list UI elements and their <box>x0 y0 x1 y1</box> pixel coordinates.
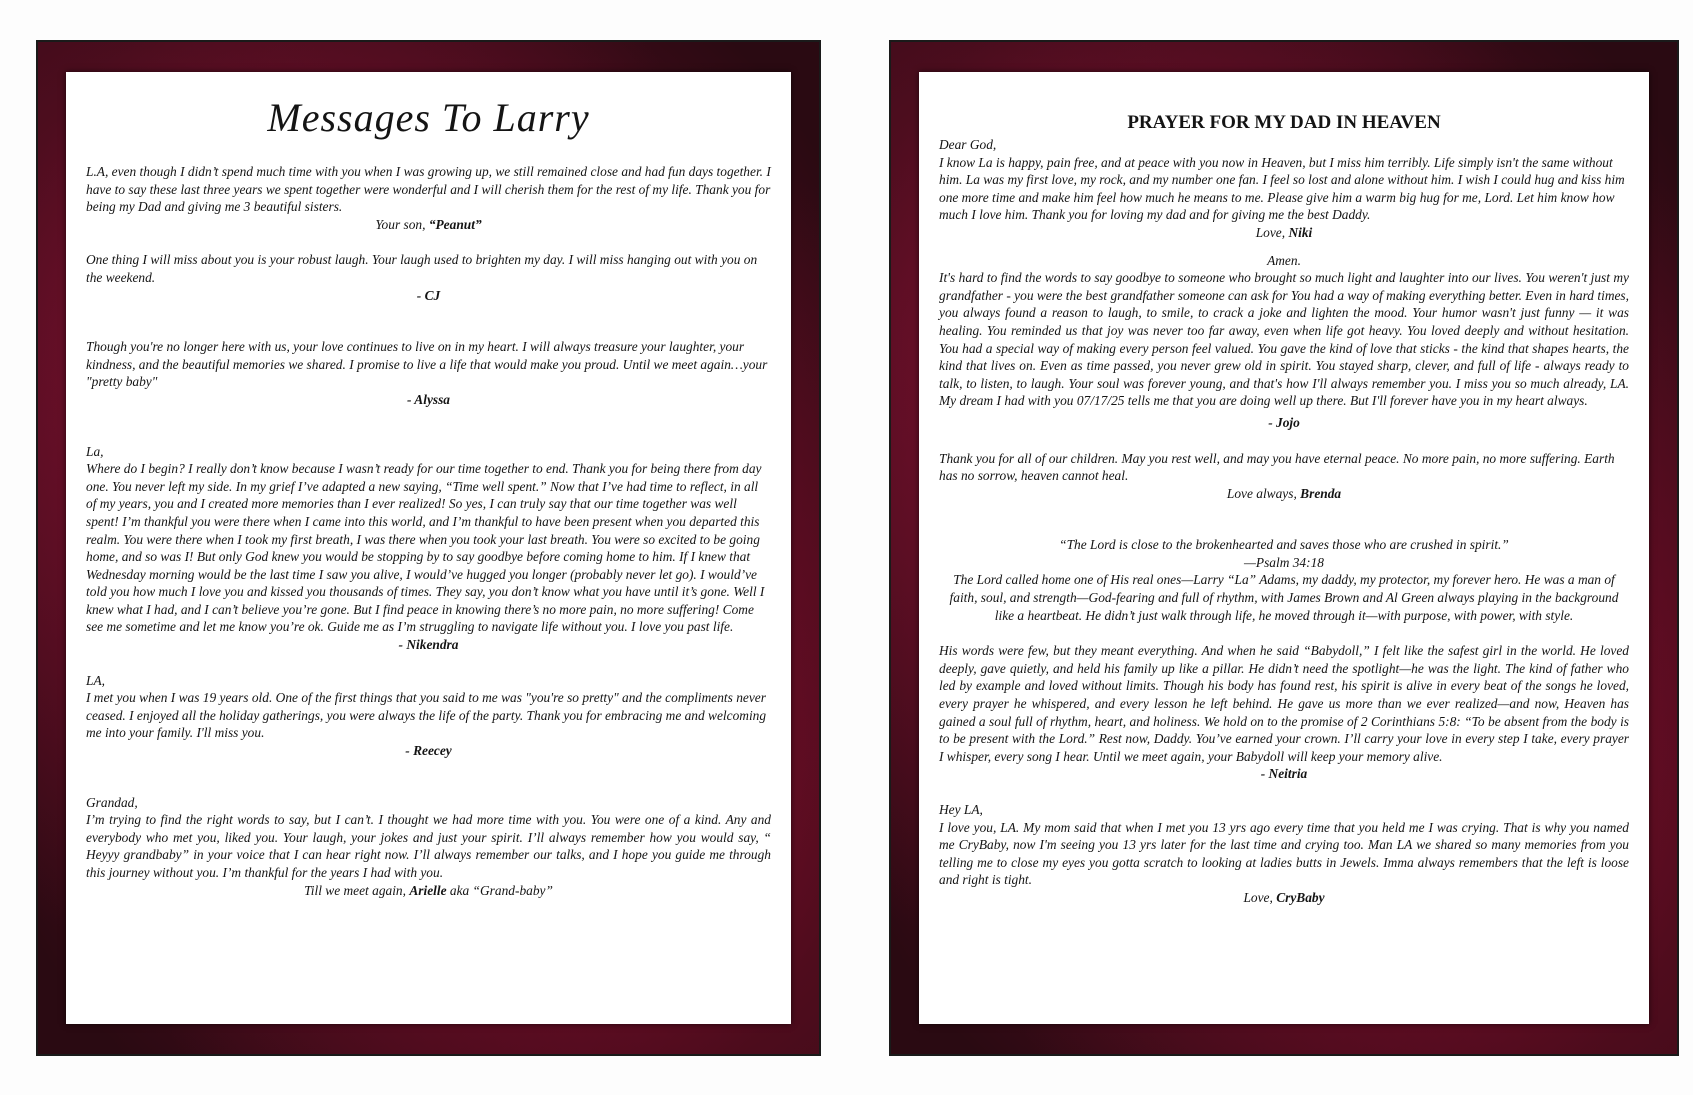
message-text: One thing I will miss about you is your robust laugh. Your laugh used to brighten my day. I will miss hanging out with you on the weekend. <box>86 252 758 285</box>
message-crybaby <box>939 801 1629 907</box>
left-page-content <box>86 90 771 899</box>
signature-prefix: Love always, <box>1226 485 1301 501</box>
signature-name: Brenda <box>1300 485 1342 501</box>
right-page-card <box>919 72 1649 1024</box>
message-niki <box>939 136 1629 269</box>
message-alyssa <box>86 338 771 408</box>
message-signature <box>939 224 1629 242</box>
message-cj <box>86 251 771 304</box>
signature-name: Niki <box>1288 224 1313 240</box>
page-title: Messages To Larry <box>267 95 590 140</box>
message-neitria <box>939 536 1629 783</box>
signature-name: - Neitria <box>1260 766 1308 782</box>
message-text: I met you when I was 19 years old. One of the first things that you said to me was "you're so pretty" and the compliments never ceased. I enjoyed all the holiday gatherings, you were always the life of the party. Thank you for embracing me and welcoming me into your family. I'll miss you. <box>86 690 767 741</box>
prayer-title: PRAYER FOR MY DAD IN HEAVEN <box>1127 112 1441 133</box>
signature-prefix: Your son, <box>375 216 429 232</box>
message-greeting: Grandad, <box>86 794 138 810</box>
message-arielle <box>86 794 771 900</box>
message-signature <box>86 391 771 409</box>
signature-name: “Peanut” <box>428 216 482 232</box>
message-signature <box>86 216 771 234</box>
message-text: It's hard to find the words to say goodbye to someone who brought so much light and laughter into our lives. You weren't just my grandfather - you were the best grandfather someone can ask for You had a way of making everything better. Even in hard times, you always found a reason to laugh, to smile, to crack a joke and lighten the mood. Your humor wasn't just funny — it was healing. You reminded us that joy was never too far away, even when life got heavy. You loved deeply and without hesitation. You had a special way of making every person feel valued. You gave the kind of love that sticks - the kind that shapes hearts, the kind that lives on. Even as time passed, you never grew old in spirit. You stayed sharp, clever, and full of life - always ready to talk, to listen, to laugh. Your soul was forever young, and that's how I'll always remember you. I miss you so much already, LA. My dream I had with you 07/17/25 tells me that you are doing well up there. But I'll forever have you in my heart always. <box>939 270 1629 409</box>
scripture-reference: —Psalm 34:18 <box>1244 554 1324 570</box>
signature-prefix: Till we meet again, <box>304 882 410 898</box>
message-text: Where do I begin? I really don’t know because I wasn’t ready for our time together to end. Thank you for being there from day one. You never left my side. In my grief I’ve adapted a new saying, “Time well spent.” Now that I’ve had time to reflect, in all of my years, you and I created more memories than I ever realized! So yes, I can truly say that our time together was well spent! I’m thankful you were there when I came into this world, and I’m thankful to have been present when you departed this realm. You were there when I took my first breath, I was there when you took your last breath. You were so excited to be going home, and so was I! But only God knew you would be stopping by to say goodbye before coming home to him. If I knew that Wednesday morning would be the last time I saw you alive, I would’ve hugged you longer (probably never let go). I would’ve told you how much I love you and kissed you thousands of times. They say, you don’t know what you have until it’s gone. Well I knew what I had, and I can’t believe you’re gone. But I find peace in knowing there’s no more pain, no more suffering! Come see me sometime and let me know you’re ok. Guide me as I’m struggling to navigate life without you. I love you past life. <box>86 461 765 635</box>
signature-name: - Reecey <box>405 743 452 759</box>
message-signature <box>86 882 771 900</box>
message-greeting: LA, <box>86 672 105 688</box>
message-brenda <box>939 450 1629 503</box>
message-text: His words were few, but they meant everything. And when he said “Babydoll,” I felt like the safest girl in the world. He loved deeply, gave quietly, and held his family up like a pillar. He didn’t need the spotlight—he was the light. The kind of father who led by example and loved without limits. Though his body has found rest, his spirit is alive in every beat of the songs he loved, every prayer he whispered, and every lesson he left behind. He gave us more than we ever realized—and now, Heaven has gained a soul full of rhythm, heart, and holiness. We hold on to the promise of 2 Corinthians 5:8: “To be absent from the body is to be present with the Lord.” Rest now, Daddy. You’ve earned your crown. I’ll carry your love in every step I take, every prayer I whisper, every song I hear. Until we meet again, your Babydoll will keep your memory alive. <box>939 643 1629 764</box>
amen-text: Amen. <box>1267 252 1301 268</box>
scripture-verse: “The Lord is close to the brokenhearted and saves those who are crushed in spirit.” <box>1059 537 1509 553</box>
signature-prefix: Love, <box>1255 224 1289 240</box>
signature-name: - Nikendra <box>398 637 459 653</box>
message-text: I love you, LA. My mom said that when I met you 13 yrs ago every time that you held me I was crying. That is why you named me CryBaby, now I'm seeing you 13 yrs later for the last time and crying too. Man LA we shared so many memories from you telling me to close my eyes you gotta scratch to looking at ladies butts in Jewels. Imma always remembers that the left is loose and right is tight. <box>939 819 1629 888</box>
signature-name: Arielle <box>409 882 447 898</box>
message-text: L.A, even though I didn’t spend much time with you when I was growing up, we still remained close and had fun days together. I have to say these last three years we spent together were wonderful and I will cherish them for the rest of my life. Thank you for being my Dad and giving me 3 beautiful sisters. <box>86 164 771 215</box>
message-greeting: La, <box>86 443 104 459</box>
left-page-frame <box>36 40 821 1056</box>
message-jojo <box>939 269 1629 431</box>
message-signature <box>939 889 1629 907</box>
signature-name: - Alyssa <box>406 391 451 407</box>
message-signature <box>86 742 771 760</box>
message-signature <box>86 636 771 654</box>
right-page-content <box>939 112 1629 907</box>
left-page-card <box>66 72 791 1024</box>
signature-mid: aka “ <box>446 882 481 898</box>
message-text: I’m trying to find the right words to say, but I can’t. I thought we had more time with you. You were one of a kind. Any and everybody who met you, liked you. Your laugh, your jokes and just your spirit. I’ll always remember how you would say, “ Heyyy grandbaby” in your voice that I can hear right now. I’ll always remember our talks, and I hope you guide me through this journey without you. I’m thankful for the years I had with you. <box>86 812 771 880</box>
message-text: Though you're no longer here with us, your love continues to live on in my heart. I will always treasure your laughter, your kindness, and the beautiful memories we shared. I promise to live a life that would make you proud. Until we meet again…your "pretty baby" <box>86 339 768 390</box>
signature-prefix: Love, <box>1243 889 1277 905</box>
message-nikendra <box>86 443 771 654</box>
message-signature <box>86 287 771 305</box>
message-text: I know La is happy, pain free, and at peace with you now in Heaven, but I miss him terribly. Life simply isn't the same without him. La was my first love, my rock, and my number one fan. I feel so lost and alone without him. I wish I could hug and kiss him one more time and make him feel how much he means to me. Please give him a warm big hug for me, Lord. Let him know how much I love him. Thank you for loving my dad and for giving me the best Daddy. <box>939 154 1625 223</box>
message-reecey <box>86 672 771 760</box>
signature-name: - CJ <box>416 287 441 303</box>
right-page-frame <box>889 40 1679 1056</box>
message-signature <box>939 765 1629 783</box>
signature-nickname: Grand-baby <box>480 882 546 898</box>
message-signature <box>939 414 1629 432</box>
signature-end: ” <box>545 882 553 898</box>
message-text: Thank you for all of our children. May you rest well, and may you have eternal peace. No more pain, no more suffering. Earth has no sorrow, heaven cannot heal. <box>939 450 1615 484</box>
message-peanut <box>86 163 771 233</box>
message-greeting: Dear God, <box>939 137 997 152</box>
tribute-text: The Lord called home one of His real ones—Larry “La” Adams, my daddy, my protector, my forever hero. He was a man of faith, soul, and strength—God-fearing and full of rhythm, with James Brown and Al Green always playing in the background like a heartbeat. He didn’t just walk through life, he moved through it—with purpose, with power, with style. <box>949 572 1619 623</box>
message-greeting: Hey LA, <box>939 802 983 817</box>
signature-name: - Jojo <box>1268 414 1300 430</box>
signature-name: CryBaby <box>1276 889 1325 905</box>
message-signature <box>939 485 1629 503</box>
